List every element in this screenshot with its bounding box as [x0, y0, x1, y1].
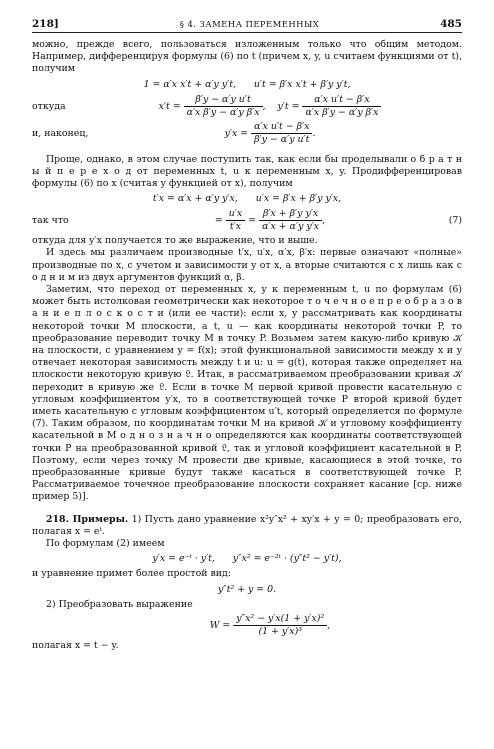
fraction-numerator: β′y − α′y u′t — [184, 94, 263, 107]
equation-5-row — [32, 208, 462, 233]
equation-4 — [32, 193, 462, 205]
equation-8 — [102, 613, 438, 638]
equation-6a: y′x = e⁻ᵗ · y′t, — [152, 553, 215, 565]
equation-2-row — [32, 94, 462, 119]
example-2-substitution: полагая x = t − y. — [32, 639, 119, 651]
fraction-denominator: α′x β′y − α′y β′x — [305, 106, 379, 118]
eq5-lhs: = — [214, 215, 223, 227]
label-otkuda: откуда — [32, 100, 66, 112]
label-tak-chto: так что — [32, 215, 69, 227]
fraction-yt — [302, 94, 381, 119]
equation-4b: u′x = β′x + β′y y′x, — [255, 193, 342, 205]
eq8-lhs: W = — [209, 619, 231, 631]
fraction-yx — [251, 121, 312, 146]
equation-1b: u′t = β′x x′t + β′y y′t, — [253, 78, 351, 90]
equation-4a: t′x = α′x + α′y y′x, — [152, 193, 238, 205]
example-1-formulas-intro: По формулам (2) имеем — [46, 538, 165, 550]
equation-2: x′t = $\frac{\text{β′y − α′y u′t}}{\text{α′x β′y − α′y β′x}}$ , y′t = $\frac{\text{α′x u′t − β′x}}{\text{α′x β′y − α′y β′x}}$ — [102, 94, 438, 119]
fraction-numerator: α′x u′t − β′x — [302, 94, 381, 107]
fraction-denominator: α′x + α′y y′x — [262, 221, 320, 233]
example-2-text: 2) Преобразовать выражение — [46, 598, 193, 610]
fraction-numerator: y″x² − y′x(1 + y′x)² — [233, 613, 327, 626]
equation-6 — [32, 553, 462, 565]
fraction-ux-tx — [226, 208, 245, 233]
eq5-equals: = — [248, 215, 257, 227]
equation-1 — [32, 79, 462, 91]
eq2a-lhs: x′t = — [158, 100, 181, 112]
example-paragraph-1 — [32, 514, 462, 538]
equation-3: y′x = $\frac{\text{α′x u′t − β′x}}{\text{β′y − α′y u′t}}$ . — [224, 120, 316, 145]
label-nakonec: и, наконец, — [32, 127, 89, 139]
section-heading: 218. Примеры. — [46, 513, 129, 525]
paragraph-3: откуда для y′x получается то же выражение, что и выше. — [32, 235, 318, 247]
page-number: 485 — [440, 18, 462, 30]
equation-6b: y″x² = e⁻²ᵗ · (y″t² − y′t), — [232, 553, 342, 565]
paragraph-5: Заметим, что переход от переменных x, y к переменным t, u по формулам (6) может быть истолкован геометрически как некоторое т о ч е ч н о е п р е о б р а з о в а н и е п л о с к о с т и (или ее части): если x, y рассматривать как координаты некоторой точки M плоскости, а t, u — как координаты некоторой точки P, то преобразование переводит точку M в точку P. Возьмем затем какую-либо кривую 𝒦 на плоскости, с уравнением y = f(x); этой функциональной зависимости между x и y отвечает некоторая зависимость между t и u: u = g(t), которая также определяет на плоскости некоторую кривую 𝔏. Итак, в рассматриваемом преобразовании кривая 𝒦 переходит в кривую же 𝔏. Если в точке M первой кривой провести касательную с угловым коэффициентом y′x, то в соответствующей точке P второй кривой будет иметь касательную с угловым коэффициентом u′t, который определяется по формуле (7). Таким образом, по координатам точки M на кривой 𝒦 и угловому коэффициенту касательной в M о д н о з н а ч н о определяются как координаты соответствующей точки P на преобразованной кривой 𝔏, так и угловой коэффициент касательной в P. Поэтому, если через точку M провести две кривые, касающиеся в этой точке, то преобразованные кривые будут также касаться в соответствующей точке P. Рассматриваемое точечное преобразование плоскости сохраняет касание [ср. ниже пример 5)]. — [32, 284, 462, 503]
fraction-w — [233, 613, 327, 638]
fraction-denominator: β′y − α′y u′t — [254, 133, 310, 145]
fraction-denominator: α′x β′y − α′y β′x — [186, 106, 260, 118]
equation-1a: 1 = α′x x′t + α′y y′t, — [143, 78, 236, 90]
fraction-beta-alpha — [259, 208, 322, 233]
equation-number-7: (7) — [448, 215, 462, 227]
example-1-result-intro: и уравнение примет более простой вид: — [32, 568, 231, 580]
equation-8-row — [32, 613, 462, 638]
running-title: § 4. ЗАМЕНА ПЕРЕМЕННЫХ — [179, 20, 320, 30]
equation-5: = $\frac{u'x}{t'x}$ = $\frac{\text{β′x + β′y y′x}}{\text{α′x + α′y y′x}}$ , — [214, 208, 326, 233]
section-number: 218] — [32, 18, 59, 30]
fraction-denominator: t′x — [229, 221, 242, 233]
eq2b-lhs: y′t = — [277, 100, 300, 112]
fraction-xt — [184, 94, 263, 119]
fraction-numerator: β′x + β′y y′x — [259, 208, 322, 221]
paragraph-2: Проще, однако, в этом случае поступить так, как если бы проделывали о б р а т н ы й п е р е х о д от переменных t, u к переменным x, y. Продифференцировав формулы (6) по x (считая y функцией от x), получим — [32, 153, 462, 190]
paragraph-1: можно, прежде всего, пользоваться изложенным только что общим методом. Например, дифференцируя формулы (6) по t (причем x, y, u считаем функциями от t), получим — [32, 39, 462, 75]
fraction-numerator: α′x u′t − β′x — [251, 121, 312, 134]
paragraph-4: И здесь мы различаем производные t′x, u′x, α′x, β′x: первые означают «полные» производные по x, с учетом и зависимости y от x, а вторые считаются с x лишь как с о д н и м из двух аргументов функций α, β. — [32, 247, 462, 283]
fraction-numerator: u′x — [226, 208, 245, 221]
example-1-text: 1) Пусть дано уравнение x²y″x² + xy′x + y = 0; преобразовать его, полагая x = eᵗ. — [32, 513, 462, 537]
equation-3-row — [32, 121, 462, 146]
page-header — [32, 18, 462, 33]
fraction-denominator: (1 + y′x)³ — [258, 625, 303, 637]
equation-7: y″t² + y = 0. — [217, 583, 277, 595]
eq3-lhs: y′x = — [224, 127, 249, 139]
eq8-comma: , — [327, 619, 331, 631]
